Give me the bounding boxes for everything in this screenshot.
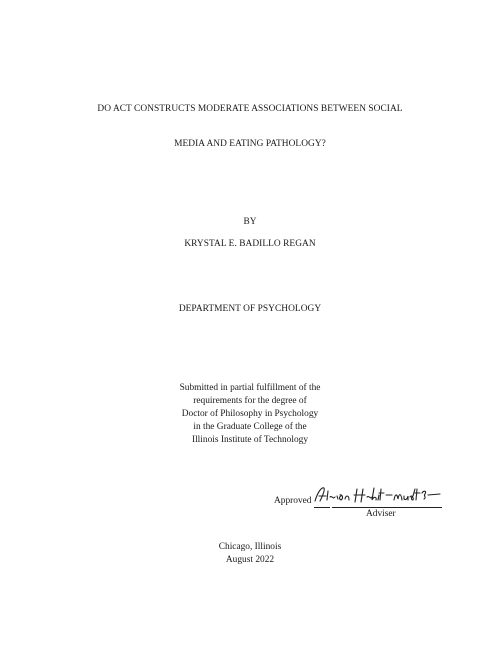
signature-line bbox=[332, 507, 442, 508]
submission-line: Submitted in partial fulfillment of the bbox=[179, 383, 321, 393]
submission-line: requirements for the degree of bbox=[193, 396, 307, 406]
department-name: DEPARTMENT OF PSYCHOLOGY bbox=[178, 304, 322, 314]
title-line-1: DO ACT CONSTRUCTS MODERATE ASSOCIATIONS BETWEEN SOCIAL bbox=[97, 104, 403, 114]
title-line-2: MEDIA AND EATING PATHOLOGY? bbox=[174, 139, 326, 149]
submission-line: Doctor of Philosophy in Psychology bbox=[181, 409, 319, 419]
submission-line: in the Graduate College of the bbox=[193, 422, 307, 432]
author-name: KRYSTAL E. BADILLO REGAN bbox=[184, 239, 316, 249]
signature-line-short bbox=[314, 507, 330, 508]
adviser-signature bbox=[312, 485, 442, 507]
approved-label: Approved bbox=[274, 496, 312, 506]
submission-statement bbox=[0, 382, 500, 447]
submission-line: Illinois Institute of Technology bbox=[191, 435, 309, 445]
location-date bbox=[0, 541, 500, 567]
by-label: BY bbox=[243, 217, 257, 227]
location-city: Chicago, Illinois bbox=[218, 542, 282, 552]
submission-date: August 2022 bbox=[225, 555, 275, 565]
approval-block bbox=[274, 485, 444, 521]
adviser-label: Adviser bbox=[366, 509, 396, 519]
